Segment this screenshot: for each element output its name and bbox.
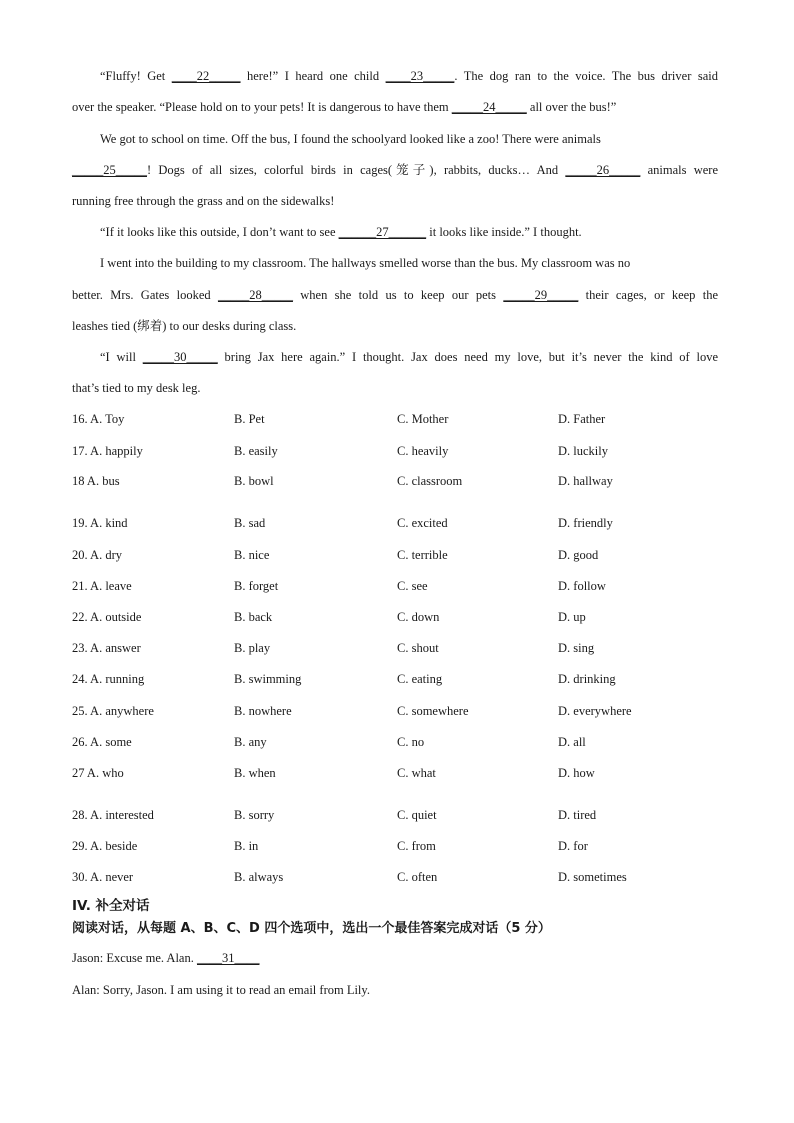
passage-line: over the speaker. “Please hold on to your pets! It is dangerous to have them _____24_____ all over the bus!” (72, 100, 617, 114)
option-a: 25. A. anywhere (72, 704, 154, 718)
option-b: B. forget (234, 579, 279, 593)
option-a: 20. A. dry (72, 548, 122, 562)
option-d: D. up (558, 610, 586, 624)
option-c: C. classroom (397, 474, 463, 488)
option-d: D. sing (558, 641, 595, 655)
option-d: D. friendly (558, 516, 613, 530)
option-d: D. how (558, 766, 595, 780)
option-b: B. bowl (234, 474, 274, 488)
option-c: C. eating (397, 672, 443, 686)
option-d: D. all (558, 735, 586, 749)
option-c: C. down (397, 610, 440, 624)
blank-25: _____25_____ (72, 163, 147, 177)
option-a: 16. A. Toy (72, 412, 125, 426)
option-d: D. for (558, 839, 588, 853)
section-title: IV. 补全对话 (72, 898, 150, 914)
option-b: B. always (234, 870, 284, 884)
dialogue-line: Jason: Excuse me. Alan. ____31____ (72, 951, 260, 965)
option-d: D. luckily (558, 444, 608, 458)
question-28 (72, 807, 718, 823)
option-c: C. excited (397, 516, 448, 530)
option-c: C. often (397, 870, 438, 884)
question-26 (72, 734, 718, 750)
option-a: 29. A. beside (72, 839, 138, 853)
option-a: 18 A. bus (72, 474, 120, 488)
option-a: 27 A. who (72, 766, 124, 780)
question-17 (72, 443, 718, 459)
blank-29: _____29_____ (503, 288, 579, 302)
option-b: B. Pet (234, 412, 265, 426)
passage-line: better. Mrs. Gates looked _____28_____ when she told us to keep our pets _____29_____ their cages, or keep the (72, 288, 719, 302)
question-22 (72, 609, 718, 625)
option-b: B. when (234, 766, 276, 780)
dialogue-line: Alan: Sorry, Jason. I am using it to read an email from Lily. (72, 983, 370, 997)
blank-31: ____31____ (196, 951, 260, 965)
option-c: C. what (397, 766, 436, 780)
option-a: 30. A. never (72, 870, 134, 884)
blank-26: _____26_____ (565, 163, 641, 177)
option-a: 28. A. interested (72, 808, 154, 822)
passage-line: “I will _____30_____ bring Jax here again.” I thought. Jax does need my love, but it’s never the kind of love (100, 350, 718, 364)
option-b: B. sad (234, 516, 266, 530)
option-a: 17. A. happily (72, 444, 143, 458)
option-c: C. see (397, 579, 428, 593)
question-27 (72, 765, 718, 781)
option-b: B. swimming (234, 672, 302, 686)
option-b: B. play (234, 641, 271, 655)
blank-28: _____28_____ (217, 288, 293, 302)
blank-22: ____22_____ (171, 69, 241, 83)
passage-line: leashes tied (绑着) to our desks during class. (72, 319, 297, 333)
question-20 (72, 547, 718, 563)
option-b: B. nice (234, 548, 270, 562)
option-a: 22. A. outside (72, 610, 142, 624)
option-c: C. quiet (397, 808, 437, 822)
option-d: D. good (558, 548, 599, 562)
option-a: 23. A. answer (72, 641, 141, 655)
option-a: 19. A. kind (72, 516, 128, 530)
option-b: B. sorry (234, 808, 275, 822)
question-21 (72, 578, 718, 594)
option-d: D. sometimes (558, 870, 627, 884)
question-30 (72, 869, 718, 885)
option-d: D. follow (558, 579, 606, 593)
option-d: D. drinking (558, 672, 616, 686)
option-b: B. easily (234, 444, 278, 458)
question-16 (72, 411, 718, 427)
option-b: B. in (234, 839, 259, 853)
option-c: C. heavily (397, 444, 449, 458)
passage-line: that’s tied to my desk leg. (72, 381, 201, 395)
passage-line: _____25_____! Dogs of all sizes, colorful birds in cages(笼子), rabbits, ducks… And _____26_____ animals were (72, 163, 719, 177)
question-29 (72, 838, 718, 854)
option-c: C. Mother (397, 412, 449, 426)
blank-30: _____30_____ (142, 350, 218, 364)
option-c: C. from (397, 839, 436, 853)
option-c: C. no (397, 735, 425, 749)
question-24 (72, 671, 718, 687)
option-c: C. terrible (397, 548, 448, 562)
question-18 (72, 473, 718, 489)
blank-24: _____24_____ (451, 100, 527, 114)
passage-line: running free through the grass and on the sidewalks! (72, 194, 335, 208)
option-d: D. Father (558, 412, 606, 426)
passage-line: I went into the building to my classroom. The hallways smelled worse than the bus. My classroom was no (100, 256, 631, 270)
option-d: D. hallway (558, 474, 613, 488)
question-23 (72, 640, 718, 656)
option-b: B. back (234, 610, 273, 624)
option-a: 26. A. some (72, 735, 132, 749)
question-19 (72, 515, 718, 531)
blank-27: ______27______ (338, 225, 427, 239)
blank-23: ____23_____ (385, 69, 455, 83)
option-a: 24. A. running (72, 672, 145, 686)
option-a: 21. A. leave (72, 579, 132, 593)
option-c: C. somewhere (397, 704, 469, 718)
passage-line: “If it looks like this outside, I don’t want to see ______27______ it looks like inside.” I thought. (100, 225, 582, 239)
option-d: D. tired (558, 808, 597, 822)
passage-line: “Fluffy! Get ____22_____ here!” I heard one child ____23_____. The dog ran to the voice. The bus driver said (100, 69, 718, 83)
passage-line: We got to school on time. Off the bus, I found the schoolyard looked like a zoo! There were animals (100, 132, 601, 146)
option-c: C. shout (397, 641, 439, 655)
question-25 (72, 703, 718, 719)
option-b: B. any (234, 735, 267, 749)
option-d: D. everywhere (558, 704, 632, 718)
section-instruction: 阅读对话，从每题 A、B、C、D 四个选项中，选出一个最佳答案完成对话（5 分） (72, 921, 551, 936)
option-b: B. nowhere (234, 704, 292, 718)
